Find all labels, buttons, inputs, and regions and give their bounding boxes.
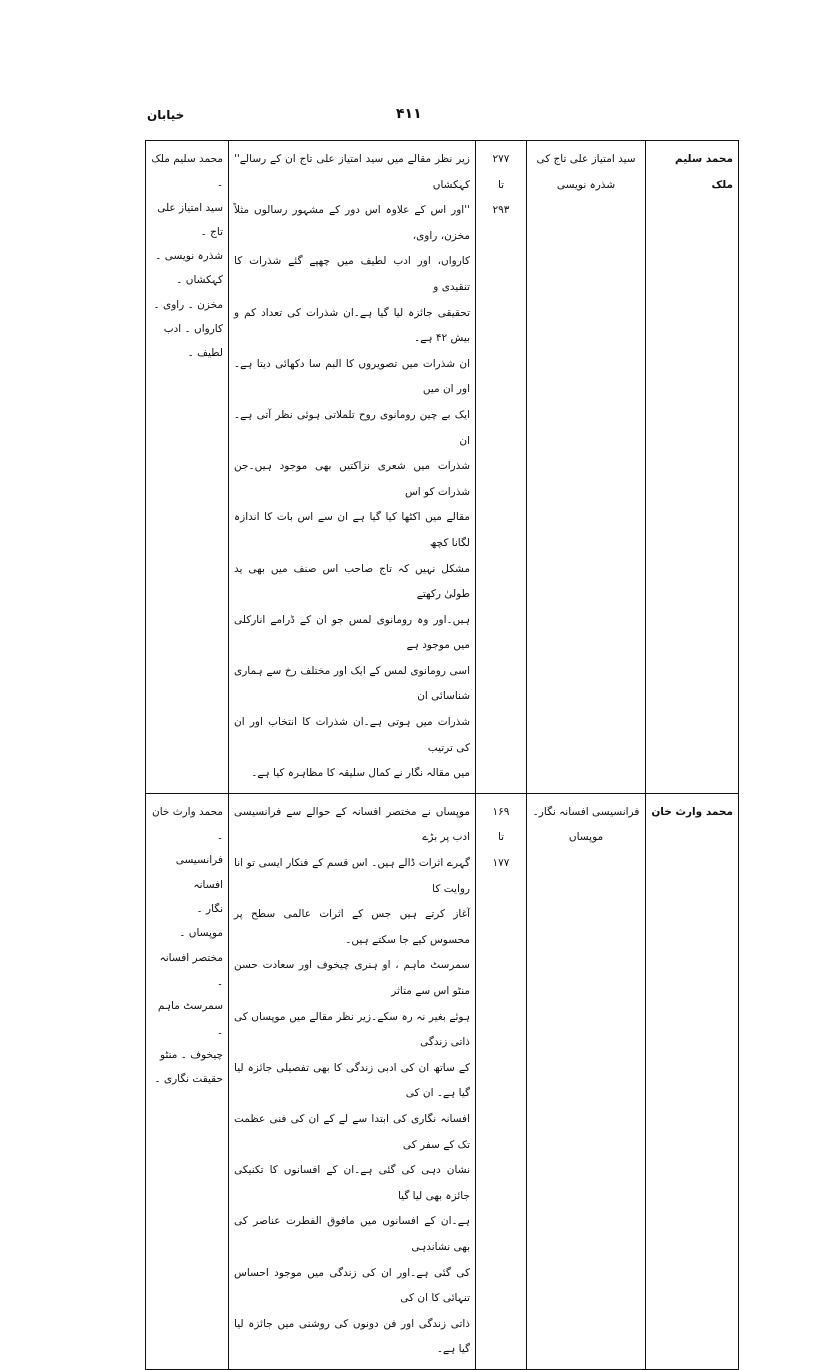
page-range-cell: [476, 793, 527, 1369]
index-table: [145, 140, 739, 1370]
keyword: محمد وارث خان ۔: [151, 805, 223, 843]
article-title-cell: سید امتیاز علی تاج کی شذرہ نویسی: [527, 141, 646, 794]
page-range-part: ۱۶۹: [492, 805, 510, 818]
summary-line: تحقیقی جائزہ لیا گیا ہے۔ان شذرات کی تعداد کم و بیش ۴۲ ہے۔: [234, 306, 470, 345]
page-range-part: تا: [497, 831, 505, 844]
keyword: نگار ۔: [196, 903, 223, 916]
journal-name: خیابان: [147, 108, 185, 122]
page-range-part: ۲۷۷: [492, 153, 510, 165]
summary-line: آغاز کرتے ہیں جس کے اثرات عالمی سطح پر محسوس کیے جا سکتے ہیں۔: [234, 908, 470, 946]
summary-line: شذرات میں ہوتی ہے۔ان شذرات کا انتخاب اور ان کی ترتیب: [234, 716, 470, 754]
keywords-cell: [146, 793, 229, 1369]
author-cell: محمد سلیم ملک: [646, 141, 739, 794]
author-cell: محمد وارث خان: [646, 793, 739, 1369]
table-row: [146, 793, 739, 1369]
article-title-cell: فرانسیسی افسانہ نگار۔ موپساں: [527, 793, 646, 1369]
summary-line: ہوئے بغیر نہ رہ سکے۔زیر نظر مقالے میں موپساں کی ذاتی زندگی: [234, 1010, 470, 1049]
page-number: ۴۱۱: [396, 106, 422, 122]
summary-cell: [229, 793, 476, 1369]
page-range-part: ۲۹۳: [492, 204, 510, 217]
keyword: چیخوف ۔ منٹو: [160, 1048, 223, 1061]
summary-line: زیر نظر مقالے میں سید امتیاز علی تاج ان کے رسالے'' کہکشاں: [234, 153, 470, 191]
keyword: لطیف ۔: [187, 347, 223, 360]
summary-line: نشان دہی کی گئی ہے۔ان کے افسانوں کا تکنیکی جائزہ بھی لیا گیا: [234, 1164, 470, 1202]
summary-line: ذاتی زندگی اور فن دونوں کی روشنی میں جائزہ لیا گیا ہے۔: [234, 1317, 470, 1356]
page-range-part: تا: [497, 178, 505, 191]
summary-line: سمرسٹ ماہم ، او ہنری چیخوف اور سعادت حسن منٹو اس سے متاثر: [234, 959, 470, 997]
summary-line: کارواں، اور ادب لطیف میں چھپے گئے شذرات کا تنقیدی و: [234, 255, 470, 293]
keyword: کارواں ۔ ادب: [163, 323, 223, 336]
summary-line: مشکل نہیں کہ تاج صاحب اس صنف میں بھی ید طولیٰ رکھتے: [234, 562, 470, 601]
summary-line: کی گئی ہے۔اور ان کی زندگی میں موجود احساس تنہائی کا ان کی: [234, 1266, 470, 1305]
keyword: مختصر افسانہ ۔: [159, 951, 223, 988]
keyword: شذرہ نویسی ۔: [155, 250, 223, 263]
page-range-part: ۱۷۷: [492, 857, 510, 870]
summary-line: کے ساتھ ان کی ادبی زندگی کا بھی تفصیلی جائزہ لیا گیا ہے۔ ان کی: [234, 1061, 470, 1100]
table-row: [146, 141, 739, 794]
keyword: سید امتیاز علی تاج ۔: [157, 201, 223, 238]
summary-line: گہرے اثرات ڈالے ہیں۔ اس قسم کے فنکار ایسی تو انا روایت کا: [234, 857, 470, 895]
summary-line: میں مقالہ نگار نے کمال سلیقہ کا مظاہرہ کیا ہے۔: [251, 767, 470, 780]
keyword: فرانسیسی افسانہ: [175, 854, 223, 891]
keyword: سمرسٹ ماہم ۔: [157, 1000, 223, 1037]
summary-line: ''اور اس کے علاوہ اس دور کے مشہور رسالوں مثلاً مخزن، راوی،: [234, 204, 470, 242]
page-range-cell: [476, 141, 527, 794]
keyword: موپساں ۔: [179, 927, 223, 940]
keyword: محمد سلیم ملک ۔: [151, 153, 223, 190]
summary-line: افسانہ نگاری کی ابتدا سے لے کے ان کی فنی عظمت تک کے سفر کی: [234, 1112, 470, 1151]
summary-line: اسی رومانوی لمس کے ایک اور مختلف رخ سے ہماری شناسائی ان: [234, 664, 470, 703]
keyword: مخزن ۔ راوی ۔: [153, 298, 223, 311]
summary-line: ایک بے چین رومانوی روح تلملاتی ہوئی نظر آتی ہے۔ ان: [234, 408, 470, 447]
keyword: حقیقت نگاری ۔: [154, 1073, 223, 1086]
summary-line: ان شذرات میں تصویروں کا البم سا دکھائی دیتا ہے۔اور ان میں: [234, 357, 470, 396]
summary-line: موپساں نے مختصر افسانہ کے حوالے سے فرانسیسی ادب پر بڑے: [234, 805, 470, 844]
summary-line: شذرات میں شعری نزاکتیں بھی موجود ہیں۔جن شذرات کو اس: [234, 460, 470, 498]
keyword: کہکشاں ۔: [176, 274, 223, 287]
summary-cell: [229, 141, 476, 794]
keywords-cell: [146, 141, 229, 794]
summary-line: ہے۔ان کے افسانوں میں مافوق الفطرت عناصر کی بھی نشاندہی: [234, 1215, 470, 1253]
summary-line: مقالے میں اکٹھا کیا گیا ہے ان سے اس بات کا اندازہ لگانا کچھ: [234, 511, 470, 549]
summary-line: ہیں۔اور وہ رومانوی لمس جو ان کے ڈرامے انارکلی میں موجود ہے: [234, 613, 470, 652]
